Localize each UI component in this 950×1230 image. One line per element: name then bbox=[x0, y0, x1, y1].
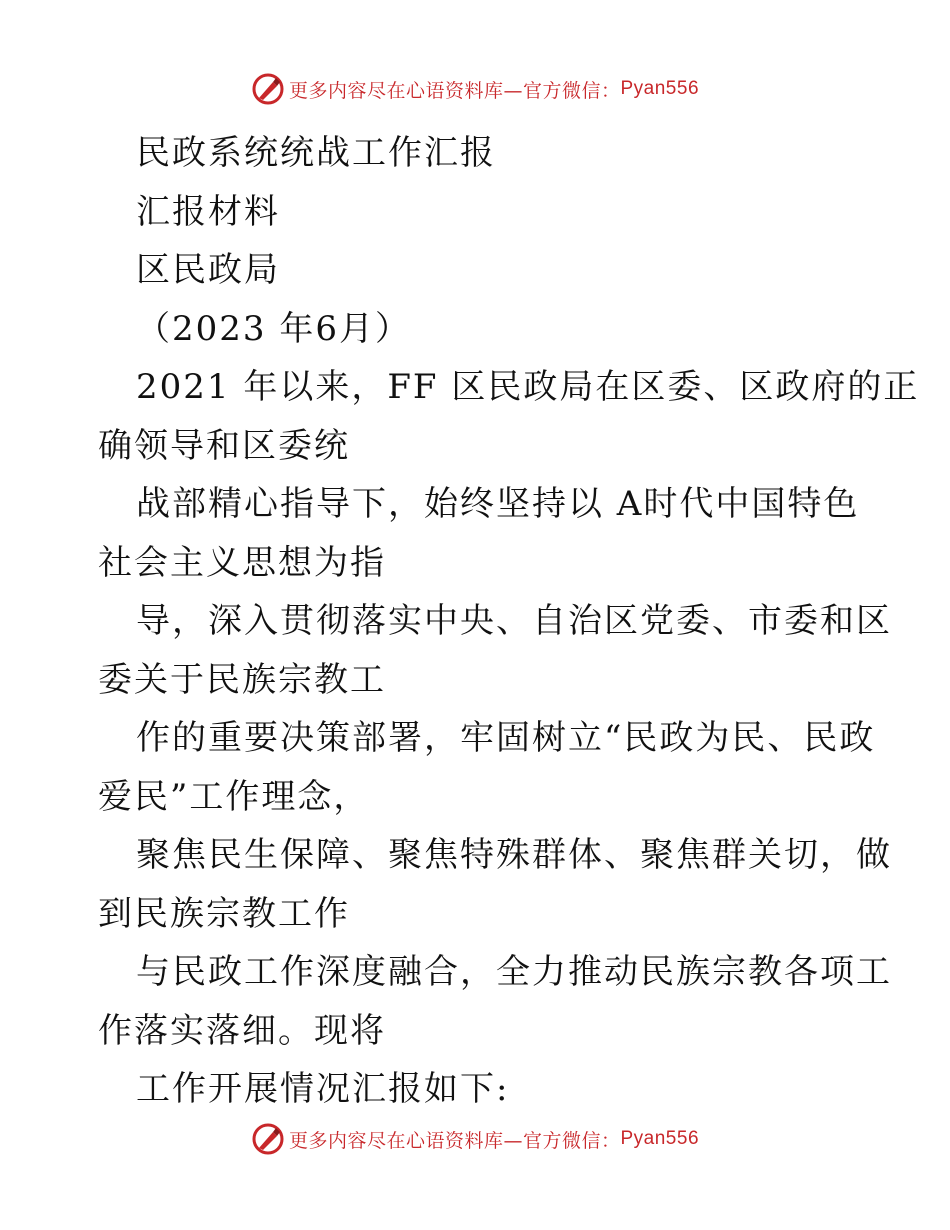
text-line: 社会主义思想为指 bbox=[98, 542, 386, 583]
text-line: 爱民”工作理念， bbox=[98, 776, 370, 817]
header-watermark bbox=[0, 72, 950, 106]
banner-text: 更多内容尽在心语资料库—官方微信： bbox=[288, 79, 621, 102]
text-line: 汇报材料 bbox=[136, 191, 280, 232]
footer-watermark bbox=[0, 1122, 950, 1156]
text-line: 确领导和区委统 bbox=[98, 425, 350, 466]
text-line: 到民族宗教工作 bbox=[98, 893, 350, 934]
text-line: 作落实落细。现将 bbox=[98, 1010, 386, 1051]
text-line: 委关于民族宗教工 bbox=[98, 659, 386, 700]
text-line: 工作开展情况汇报如下: bbox=[136, 1069, 510, 1109]
text-line: 导，深入贯彻落实中央、自治区党委、市委和区 bbox=[136, 601, 892, 641]
text-line: 区民政局 bbox=[136, 250, 280, 290]
banner-text: 更多内容尽在心语资料库—官方微信： bbox=[288, 1129, 621, 1152]
text-line: 作的重要决策部署，牢固树立“民政为民、民政 bbox=[136, 718, 876, 758]
text-line: 民政系统统战工作汇报 bbox=[136, 133, 496, 173]
wechat-id: Pyan556 bbox=[620, 1128, 700, 1149]
text-line: 2021 年以来，FF 区民政局在区委、区政府的正 bbox=[136, 367, 920, 407]
text-line: 战部精心指导下，始终坚持以 A时代中国特色 bbox=[136, 484, 860, 524]
text-line: 与民政工作深度融合，全力推动民族宗教各项工 bbox=[136, 952, 892, 992]
text-line: （2023 年6月） bbox=[136, 308, 411, 349]
document-body bbox=[98, 124, 920, 1119]
wechat-id: Pyan556 bbox=[620, 78, 700, 99]
pen-logo-icon bbox=[251, 1122, 285, 1156]
pen-logo-icon bbox=[251, 72, 285, 106]
text-line: 聚焦民生保障、聚焦特殊群体、聚焦群关切，做 bbox=[136, 835, 892, 875]
